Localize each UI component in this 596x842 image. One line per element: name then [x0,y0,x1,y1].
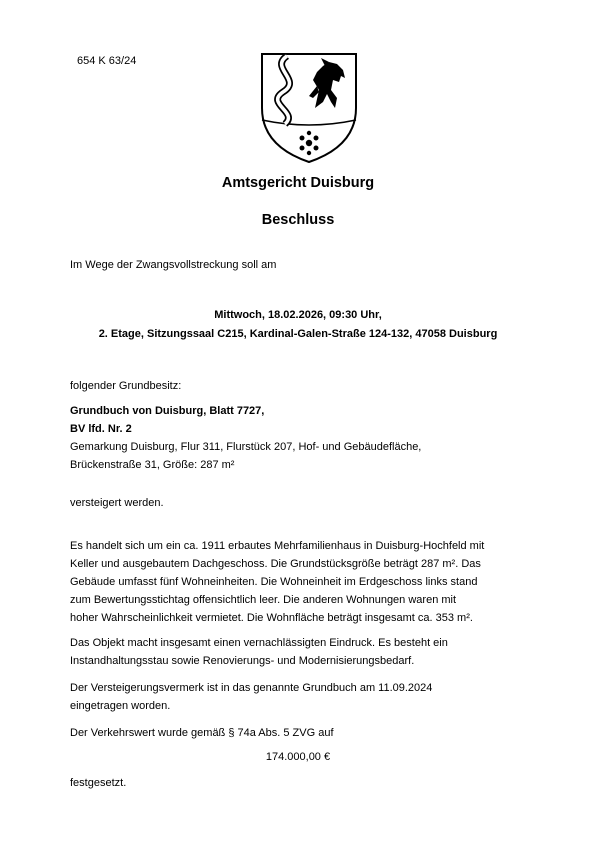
description-line: Gebäude umfasst fünf Wohneinheiten. Die Wohneinheit im Erdgeschoss links stand [70,576,478,588]
hearing-location: 2. Etage, Sitzungssaal C215, Kardinal-Galen-Straße 124-132, 47058 Duisburg [98,328,498,340]
property-address: Brückenstraße 31, Größe: 287 m² [70,459,235,471]
fixed-text: festgesetzt. [70,777,127,789]
market-value-label: Der Verkehrswert wurde gemäß § 74a Abs. 5 ZVG auf [70,727,334,739]
description-line: Es handelt sich um ein ca. 1911 erbautes Mehrfamilienhaus in Duisburg-Hochfeld mit [70,540,485,552]
court-name: Amtsgericht Duisburg [221,175,375,191]
coat-of-arms-emblem [259,46,359,164]
registration-note-line: eingetragen worden. [70,700,171,712]
property-label: folgender Grundbesitz: [70,380,182,392]
case-number: 654 K 63/24 [77,55,137,67]
document-title: Beschluss [261,212,335,228]
description-line: hoher Wahrscheinlichkeit vermietet. Die Wohnfläche beträgt insgesamt ca. 353 m². [70,612,473,624]
market-value-amount: 174.000,00 € [265,751,331,763]
condition-line: Das Objekt macht insgesamt einen vernachlässigten Eindruck. Es besteht ein [70,637,448,649]
condition-line: Instandhaltungsstau sowie Renovierungs- und Modernisierungsbedarf. [70,655,415,667]
parcel-description: Gemarkung Duisburg, Flur 311, Flurstück 207, Hof- und Gebäudefläche, [70,441,422,453]
land-register-entry: Grundbuch von Duisburg, Blatt 7727, [70,405,265,417]
registration-note-line: Der Versteigerungsvermerk ist in das genannte Grundbuch am 11.09.2024 [70,682,433,694]
hearing-date: Mittwoch, 18.02.2026, 09:30 Uhr, [214,309,382,321]
description-line: zum Bewertungsstichtag offensichtlich leer. Die anderen Wohnungen waren mit [70,594,457,606]
intro-text: Im Wege der Zwangsvollstreckung soll am [70,259,277,271]
auction-text: versteigert werden. [70,497,164,509]
inventory-number: BV lfd. Nr. 2 [70,423,132,435]
description-line: Keller und ausgebautem Dachgeschoss. Die Grundstücksgröße beträgt 287 m². Das [70,558,481,570]
